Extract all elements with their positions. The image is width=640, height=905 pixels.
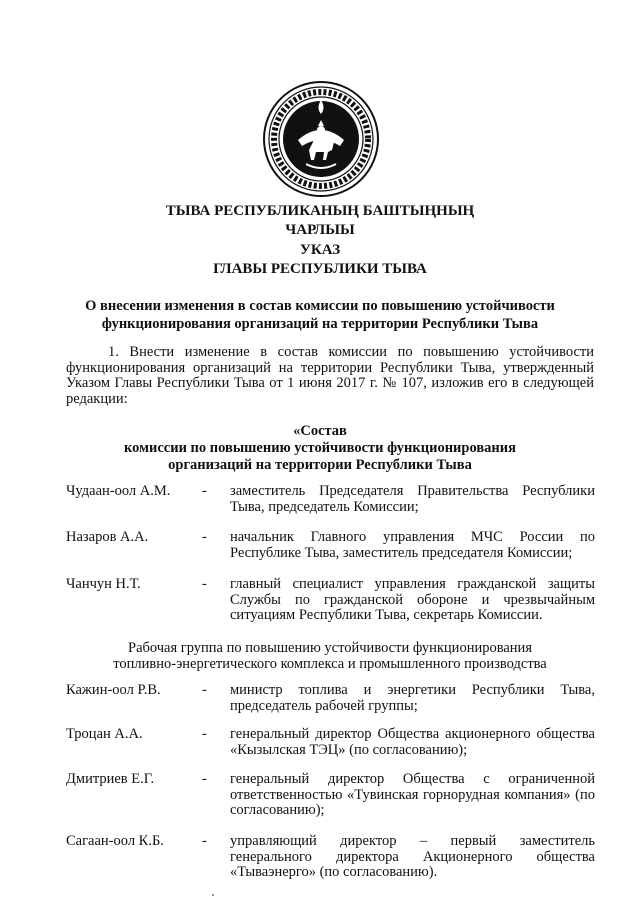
republic-title — [40, 202, 600, 240]
member-role: управляющий директор – первый заместитель генерального директора Акционерного общества «Тываэнерго» (по согласованию). — [230, 833, 595, 881]
title-line-2: ЧАРЛЫЫ — [285, 222, 355, 238]
member-dash: - — [202, 833, 207, 849]
member-name: Сагаан-оол К.Б. — [66, 833, 164, 849]
decree-subject — [40, 297, 600, 333]
composition-line-1: «Состав — [293, 423, 347, 439]
member-dash: - — [202, 529, 207, 545]
republic-emblem-icon — [262, 80, 380, 198]
member-dash: - — [202, 726, 207, 742]
member-dash: - — [202, 771, 207, 787]
member-role: генеральный директор Общества акционерного общества «Кызылская ТЭЦ» (по согласованию); — [230, 726, 595, 758]
scan-speck — [212, 894, 214, 896]
member-role: главный специалист управления гражданской защиты Службы по гражданской обороне и чрезвычайным ситуациям Республики Тыва, секретарь Комиссии. — [230, 576, 595, 624]
member-row — [66, 530, 596, 564]
decree-line-2: ГЛАВЫ РЕСПУБЛИКИ ТЫВА — [213, 261, 427, 277]
decree-line-1: УКАЗ — [299, 242, 341, 258]
member-name: Назаров А.А. — [66, 529, 149, 545]
group-member-row — [66, 772, 596, 822]
member-row — [66, 484, 596, 518]
member-name: Кажин-оол Р.В. — [66, 682, 161, 698]
member-dash: - — [202, 682, 207, 698]
subject-line-1: О внесении изменения в состав комиссии по повышению устойчивости — [85, 298, 555, 314]
working-group-line-2: топливно-энергетического комплекса и промышленного производства — [113, 656, 547, 672]
working-group-line-1: Рабочая группа по повышению устойчивости функционирования — [128, 640, 532, 656]
member-name: Дмитриев Е.Г. — [66, 771, 155, 787]
member-name: Чудаан-оол А.М. — [66, 483, 171, 499]
member-role: заместитель Председателя Правительства Республики Тыва, председатель Комиссии; — [230, 483, 595, 515]
composition-line-2: комиссии по повышению устойчивости функционирования — [123, 440, 516, 456]
title-line-1: ТЫВА РЕСПУБЛИКАНЫҢ БАШТЫҢНЫҢ — [165, 203, 475, 219]
subject-line-2: функционирования организаций на территории Республики Тыва — [101, 316, 539, 332]
group-member-row — [66, 834, 596, 884]
body-paragraph: 1. Внести изменение в состав комиссии по повышению устойчивости функционирования организаций на территории Республики Тыва, утвержденный Указом Главы Республики Тыва от 1 июня 2017 г. № 107, изложив его в следующей редакции: — [66, 344, 594, 407]
member-role: начальник Главного управления МЧС России по Республике Тыва, заместитель председателя Комиссии; — [230, 529, 595, 561]
member-role: министр топлива и энергетики Республики Тыва, председатель рабочей группы; — [230, 682, 595, 714]
member-role: генеральный директор Общества с ограниченной ответственностью «Тувинская горнорудная компания» (по согласованию); — [230, 771, 595, 819]
group-member-row — [66, 683, 596, 717]
composition-line-3: организаций на территории Республики Тыва — [168, 457, 472, 473]
decree-title — [40, 241, 600, 279]
member-row — [66, 577, 596, 627]
member-name: Троцан А.А. — [66, 726, 143, 742]
group-member-row — [66, 727, 596, 761]
member-dash: - — [202, 576, 207, 592]
working-group-title — [66, 640, 594, 672]
member-dash: - — [202, 483, 207, 499]
member-name: Чанчун Н.Т. — [66, 576, 141, 592]
composition-title — [40, 423, 600, 474]
